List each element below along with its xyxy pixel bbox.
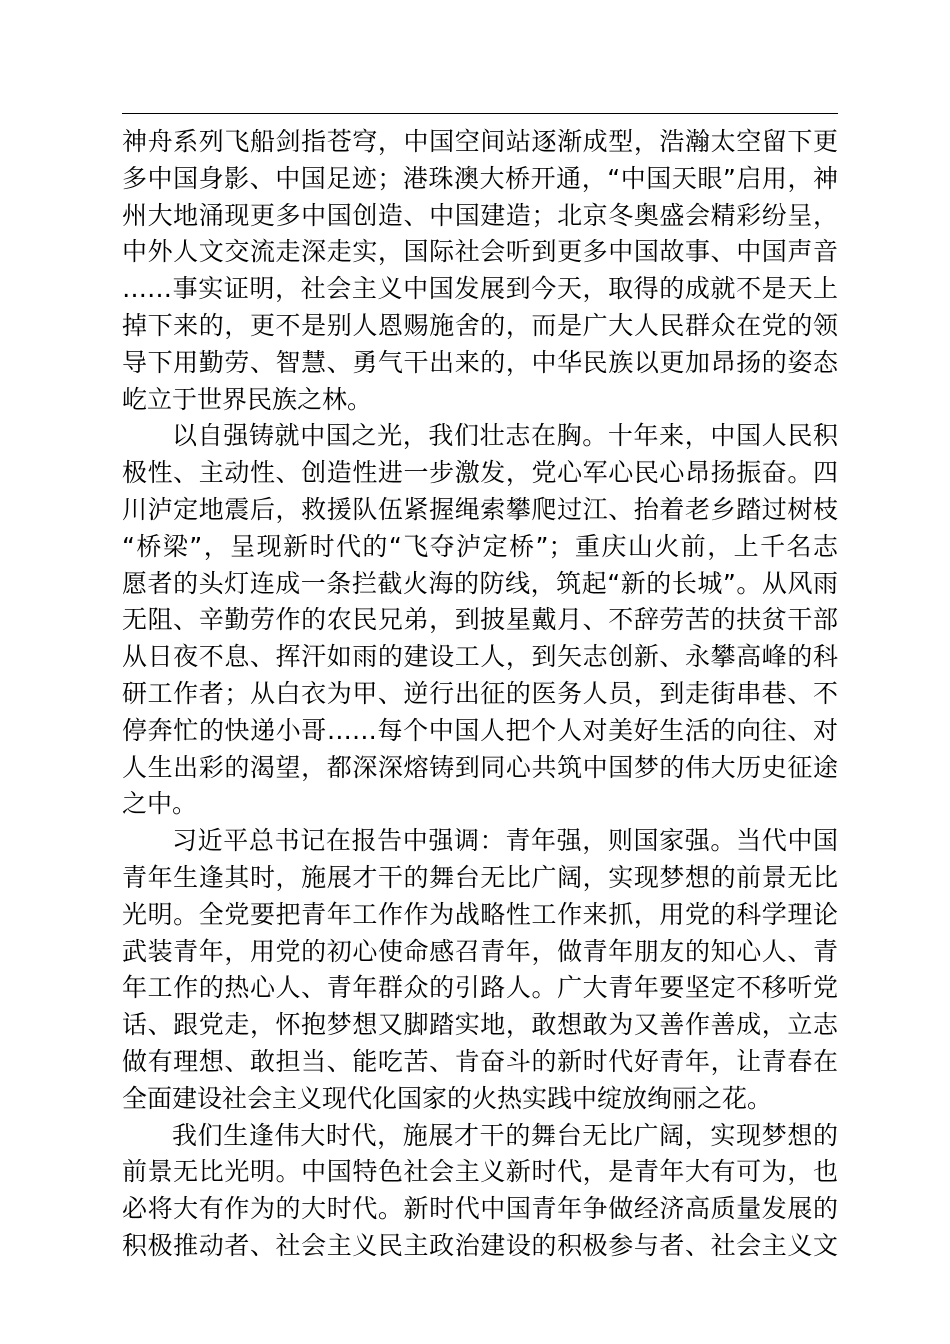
- paragraph: [122, 823, 838, 1117]
- text-line: “桥梁”，呈现新时代的“飞夺泸定桥”；重庆山火前，上千名志: [122, 531, 838, 561]
- document-body: [122, 124, 838, 1265]
- text-line: 停奔忙的快递小哥……每个中国人把个人对美好生活的向往、对: [122, 715, 838, 745]
- text-line: 人生出彩的渴望，都深深熔铸到同心共筑中国梦的伟大历史征途: [122, 752, 838, 782]
- text-line: 州大地涌现更多中国创造、中国建造；北京冬奥盛会精彩纷呈，: [122, 200, 838, 230]
- text-line: 武装青年，用党的初心使命感召青年，做青年朋友的知心人、青: [122, 936, 838, 966]
- text-line: 青年生逢其时，施展才干的舞台无比广阔，实现梦想的前景无比: [122, 862, 838, 892]
- paragraph: [122, 418, 838, 823]
- text-line: 屹立于世界民族之林。: [122, 384, 373, 414]
- text-line: 之中。: [122, 789, 198, 819]
- text-line: 我们生逢伟大时代，施展才干的舞台无比广阔，实现梦想的: [172, 1120, 838, 1150]
- text-line: 神舟系列飞船剑指苍穹，中国空间站逐渐成型，浩瀚太空留下更: [122, 127, 838, 156]
- header-rule: [122, 113, 838, 114]
- text-line: 川泸定地震后，救援队伍紧握绳索攀爬过江、抬着老乡踏过树枝: [122, 494, 838, 524]
- paragraph: [122, 1118, 838, 1265]
- text-line: 必将大有作为的大时代。新时代中国青年争做经济高质量发展的: [122, 1194, 838, 1224]
- text-line: 习近平总书记在报告中强调：青年强，则国家强。当代中国: [172, 826, 838, 856]
- text-line: 积极推动者、社会主义民主政治建设的积极参与者、社会主义文: [122, 1230, 838, 1260]
- text-line: 研工作者；从白衣为甲、逆行出征的医务人员，到走街串巷、不: [122, 678, 838, 708]
- text-line: 无阻、辛勤劳作的农民兄弟，到披星戴月、不辞劳苦的扶贫干部: [122, 605, 838, 635]
- text-line: 话、跟党走，怀抱梦想又脚踏实地，敢想敢为又善作善成，立志: [122, 1010, 838, 1040]
- text-line: 年工作的热心人、青年群众的引路人。广大青年要坚定不移听党: [122, 973, 838, 1003]
- text-line: 光明。全党要把青年工作作为战略性工作来抓，用党的科学理论: [122, 899, 838, 929]
- text-line: 做有理想、敢担当、能吃苦、肯奋斗的新时代好青年，让青春在: [122, 1046, 838, 1076]
- text-line: 多中国身影、中国足迹；港珠澳大桥开通，“中国天眼”启用，神: [122, 163, 838, 193]
- text-line: 全面建设社会主义现代化国家的火热实践中绽放绚丽之花。: [122, 1083, 773, 1113]
- text-line: 以自强铸就中国之光，我们壮志在胸。十年来，中国人民积: [172, 421, 838, 451]
- text-line: 极性、主动性、创造性进一步激发，党心军心民心昂扬振奋。四: [122, 458, 838, 488]
- text-line: 从日夜不息、挥汗如雨的建设工人，到矢志创新、永攀高峰的科: [122, 642, 838, 672]
- text-line: 中外人文交流走深走实，国际社会听到更多中国故事、中国声音: [122, 237, 838, 267]
- text-line: 愿者的头灯连成一条拦截火海的防线，筑起“新的长城”。从风雨: [122, 568, 838, 598]
- text-line: 掉下来的，更不是别人恩赐施舍的，而是广大人民群众在党的领: [122, 310, 838, 340]
- text-line: 前景无比光明。中国特色社会主义新时代，是青年大有可为，也: [122, 1157, 838, 1187]
- text-line: 导下用勤劳、智慧、勇气干出来的，中华民族以更加昂扬的姿态: [122, 347, 838, 377]
- paragraph: [122, 124, 838, 418]
- text-line: ……事实证明，社会主义中国发展到今天，取得的成就不是天上: [122, 274, 838, 304]
